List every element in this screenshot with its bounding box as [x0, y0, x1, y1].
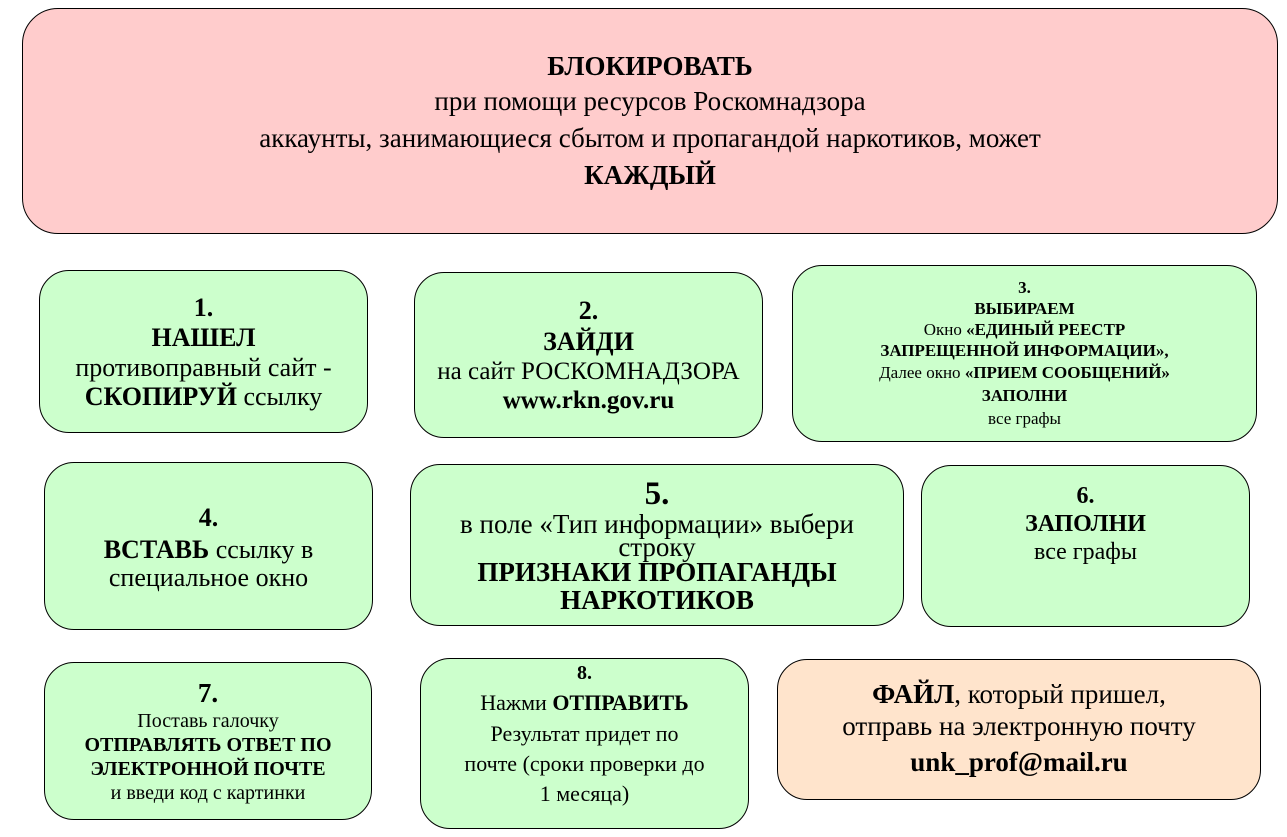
final-rest: , который пришел,	[954, 678, 1166, 709]
step-3-box	[792, 265, 1257, 442]
step-3-title: ВЫБИРАЕМ	[974, 298, 1075, 318]
step-1-box	[39, 270, 368, 433]
step-6-number: 6.	[1076, 483, 1095, 509]
step-4-link-word: ссылку в	[209, 534, 314, 564]
step-6-title: ЗАПОЛНИ	[1025, 511, 1146, 537]
step-6-text: все графы	[1034, 539, 1137, 565]
step-7-text-1: Поставь галочку	[137, 710, 279, 732]
step-8-number: 8.	[577, 662, 592, 684]
header-line-2: аккаунты, занимающиеся сбытом и пропагандой наркотиков, может	[259, 123, 1041, 153]
final-line-1	[872, 678, 1166, 710]
step-7-number: 7.	[197, 678, 219, 708]
step-1-text: противоправный сайт -	[75, 352, 332, 382]
step-1-copy: СКОПИРУЙ	[84, 381, 237, 411]
step-2-number: 2.	[578, 296, 599, 325]
step-8-line-4: 1 месяца)	[539, 781, 630, 806]
step-5-number: 5.	[644, 476, 670, 512]
step-3-line-2: ЗАПРЕЩЕННОЙ ИНФОРМАЦИИ»,	[880, 340, 1169, 360]
step-6-box	[921, 465, 1250, 627]
step-4-box	[44, 462, 373, 630]
step-3-line-4: ЗАПОЛНИ	[981, 385, 1068, 405]
step-5-text-1: в поле «Тип информации» выбери	[460, 509, 854, 539]
step-5-text-2: строку	[618, 532, 696, 562]
step-4-number: 4.	[198, 502, 219, 532]
step-5-box	[410, 464, 904, 626]
header-emphasis: КАЖДЫЙ	[584, 160, 716, 190]
step-4-text-1	[104, 535, 314, 564]
final-box	[777, 659, 1261, 800]
step-1-title: НАШЕЛ	[151, 322, 256, 352]
step-8-send: ОТПРАВИТЬ	[552, 690, 689, 715]
step-8-press: Нажми	[480, 690, 553, 715]
step-3-number: 3.	[1018, 277, 1031, 297]
step-2-url: www.rkn.gov.ru	[502, 387, 675, 414]
step-3-reception: «ПРИЕМ СООБЩЕНИЙ»	[964, 362, 1170, 382]
step-1-text-2	[85, 382, 323, 411]
step-2-title: ЗАЙДИ	[543, 327, 634, 356]
step-1-number: 1.	[193, 292, 214, 322]
step-7-bold-1: ОТПРАВЛЯТЬ ОТВЕТ ПО	[84, 734, 332, 756]
step-8-line-2: Результат придет по	[490, 721, 679, 746]
step-1-link-word: ссылку	[236, 381, 323, 411]
step-3-registry: «ЕДИНЫЙ РЕЕСТР	[966, 319, 1126, 339]
step-3-line-3	[879, 361, 1170, 384]
step-2-box	[414, 272, 763, 438]
step-8-line-1	[480, 687, 688, 719]
header-box	[22, 8, 1278, 234]
step-2-text: на сайт РОСКОМНАДЗОРА	[437, 358, 740, 385]
step-8-line-3: почте (сроки проверки до	[464, 751, 705, 776]
step-3-next-window: Далее окно	[879, 362, 965, 382]
step-7-box	[44, 662, 372, 820]
step-8-box	[420, 658, 749, 829]
step-3-window-word: Окно	[923, 319, 967, 339]
step-5-bold-2: НАРКОТИКОВ	[560, 585, 754, 615]
step-7-bold-2: ЭЛЕКТРОННОЙ ПОЧТЕ	[90, 758, 326, 780]
step-4-text-2: специальное окно	[108, 562, 309, 592]
step-3-line-5: все графы	[988, 408, 1061, 428]
step-7-text-2: и введи код с картинки	[110, 782, 306, 804]
step-3-line-1	[924, 319, 1126, 340]
step-4-insert: ВСТАВЬ	[103, 534, 210, 564]
final-file: ФАЙЛ	[872, 678, 955, 709]
final-line-2: отправь на электронную почту	[842, 710, 1196, 741]
header-line-1: при помощи ресурсов Роскомнадзора	[434, 86, 866, 116]
step-5-bold-1: ПРИЗНАКИ ПРОПАГАНДЫ	[477, 557, 837, 587]
header-title: БЛОКИРОВАТЬ	[547, 51, 753, 81]
final-email[interactable]: unk_prof@mail.ru	[910, 746, 1128, 777]
